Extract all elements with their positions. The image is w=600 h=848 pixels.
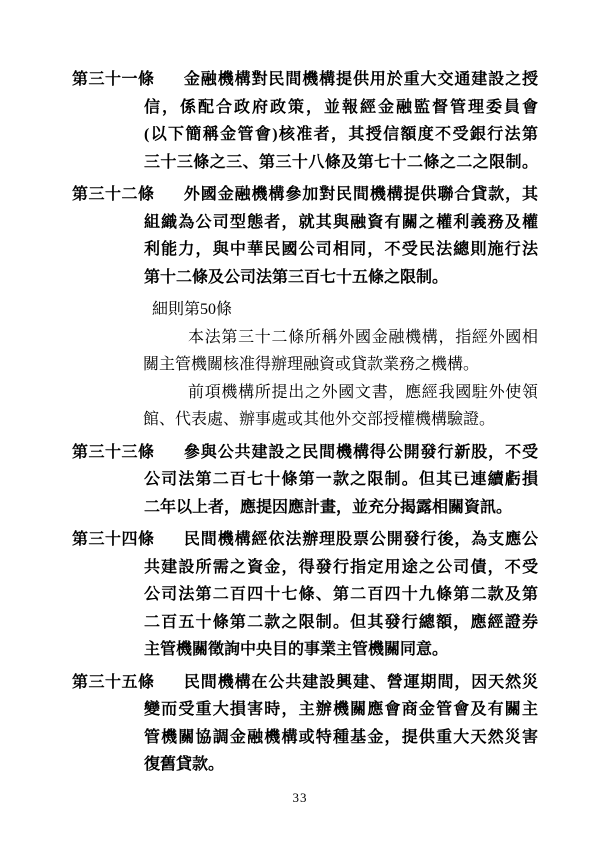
article-31-line: 信，係配合政府政策，並報經金融監督管理委員會	[144, 98, 538, 116]
article-34-line	[72, 526, 538, 554]
article-32-line	[72, 181, 538, 209]
article-34-line: 主管機關徵詢中央目的事業主管機關同意。	[144, 641, 449, 658]
article-34-text: 民間機構經依法辦理股票公開發行後，為支應公	[183, 531, 538, 548]
article-32-number: 第三十二條	[72, 186, 155, 203]
article-35-text: 民間機構在公共建設興建、營運期間，因天然災	[183, 673, 538, 691]
article-34	[72, 526, 538, 664]
rule-50-heading: 細則第50條	[152, 301, 233, 318]
article-33	[72, 439, 538, 522]
rule-50-paragraph-line: 前項機構所提出之外國文書，應經我國駐外使領	[188, 383, 538, 401]
article-32-line: 組織為公司型態者，就其與融資有關之權利義務及權	[144, 213, 538, 231]
article-31-text: 金融機構對民間機構提供用於重大交通建設之授	[183, 71, 538, 88]
article-35-line: 復舊貸款。	[144, 756, 225, 773]
article-35-number: 第三十五條	[72, 673, 155, 691]
article-31-line: 三十三條之三、第三十八條及第七十二條之二之限制。	[144, 153, 538, 171]
article-33-number: 第三十三條	[72, 443, 155, 461]
article-31-number: 第三十一條	[72, 71, 155, 88]
article-32-text: 外國金融機構參加對民間機構提供聯合貸款，其	[183, 186, 538, 203]
article-35-line	[72, 669, 538, 697]
page-number: 33	[292, 790, 308, 805]
article-35	[72, 669, 538, 779]
article-35-line: 變而受重大損害時，主辦機關應會商金管會及有關主	[144, 701, 538, 718]
article-33-line	[72, 439, 538, 467]
rule-50-paragraph-line: 本法第三十二條所稱外國金融機構，指經外國相	[188, 328, 538, 346]
article-33-text: 參與公共建設之民間機構得公開發行新股，不受	[183, 443, 538, 461]
article-31-line	[72, 66, 538, 94]
article-32-line: 第十二條及公司法第三百七十五條之限制。	[144, 268, 449, 286]
article-34-line: 二百五十條第二款之限制。但其發行總額，應經證券	[144, 613, 538, 631]
article-33-line: 公司法第二百七十條第一款之限制。但其已連續虧損	[144, 471, 538, 488]
article-34-number: 第三十四條	[72, 531, 155, 548]
article-33-line: 二年以上者，應提因應計畫，並充分揭露相關資訊。	[144, 498, 513, 516]
article-35-line: 管機關協調金融機構或特種基金，提供重大天然災害	[144, 728, 538, 746]
article-34-line: 公司法第二百四十七條、第二百四十九條第二款及第	[144, 586, 538, 603]
article-31	[72, 66, 538, 176]
rule-50-annotation	[143, 296, 538, 434]
article-32	[72, 181, 538, 291]
rule-50-paragraph-line: 館、代表處、辦事處或其他外交部授權機構驗證。	[143, 411, 496, 428]
article-31-line: (以下簡稱金管會)核准者，其授信額度不受銀行法第	[144, 126, 538, 143]
rule-50-paragraph-line: 關主管機關核准得辦理融資或貸款業務之機構。	[143, 356, 480, 373]
article-34-line: 共建設所需之資金，得發行指定用途之公司債，不受	[144, 558, 538, 576]
article-32-line: 利能力，與中華民國公司相同，不受民法總則施行法	[144, 241, 538, 258]
